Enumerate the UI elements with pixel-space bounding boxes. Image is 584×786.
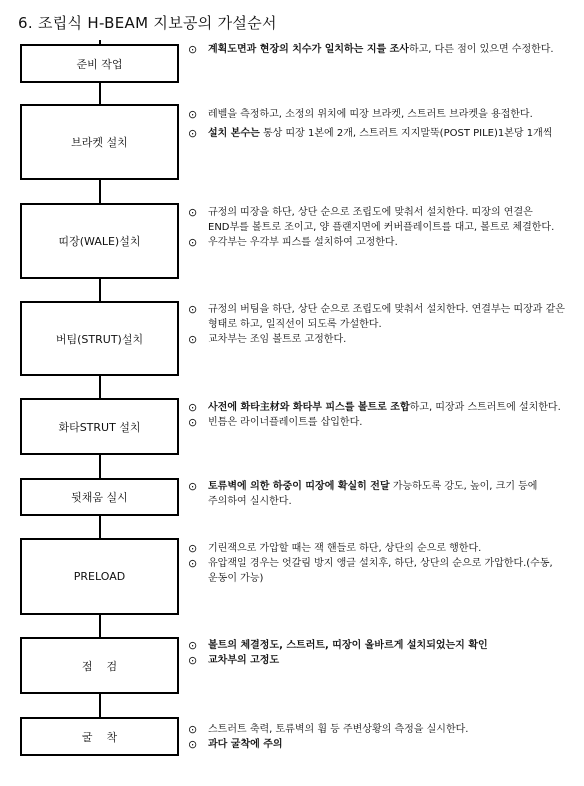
step-label: 브라켓 설치 bbox=[71, 136, 128, 149]
bullet-item bbox=[188, 479, 566, 509]
step-box-preload bbox=[20, 538, 179, 615]
step-label: 띠장(WALE)설치 bbox=[58, 235, 141, 248]
bullet-bold-text: 볼트의 체결정도, 스트러트, 띠장이 올바르게 설치되었는지 확인 bbox=[208, 640, 488, 651]
bullet-text: 가능하도록 강도, 높이, 크기 등에 주의하여 실시한다. bbox=[208, 481, 538, 507]
bullet-bold-text: 토류벽에 의한 하중이 띠장에 확실히 전달 bbox=[208, 481, 390, 492]
bullet-bold-text: 계획도면과 현장의 치수가 일치하는 지를 조사 bbox=[208, 44, 409, 55]
step-description-hwata-strut bbox=[188, 400, 566, 430]
step-label: 뒷채움 실시 bbox=[71, 491, 128, 504]
bullet-text: 교차부는 조임 볼트로 고정한다. bbox=[208, 334, 347, 345]
step-label: 준비 작업 bbox=[76, 57, 123, 71]
step-description-preparation bbox=[188, 42, 566, 57]
bullet-text: 우각부는 우각부 피스를 설치하여 고정한다. bbox=[208, 237, 398, 248]
step-box-hwata-strut bbox=[20, 398, 179, 455]
bullet-text: 규정의 띠장을 하단, 상단 순으로 조립도에 맞춰서 설치한다. 띠장의 연결은 END부를 볼트로 조이고, 양 플랜지면에 커버플레이트를 대고, 볼트로 체결한다. bbox=[208, 207, 555, 233]
bullet-item bbox=[188, 235, 566, 250]
step-label: 버팀(STRUT)설치 bbox=[55, 332, 144, 346]
bullet-bold-text: 교차부의 고정도 bbox=[208, 655, 280, 666]
bullet-text: 통상 띠장 1본에 2개, 스트러트 지지말뚝(POST PILE)1본당 1개씩 bbox=[259, 128, 553, 139]
step-label: 점 검 bbox=[81, 659, 118, 673]
bullet-item bbox=[188, 400, 566, 415]
bullet-bold-text: 사전에 화타主材와 화타부 피스를 볼트로 조합 bbox=[208, 402, 410, 413]
step-label: PRELOAD bbox=[73, 570, 126, 583]
bullet-item bbox=[188, 126, 566, 141]
step-description-bracket bbox=[188, 107, 566, 141]
page-title: 6. 조립식 H-BEAM 지보공의 가설순서 bbox=[18, 14, 277, 32]
step-description-backfill bbox=[188, 479, 566, 509]
bullet-text: 규정의 버팀을 하단, 상단 순으로 조립도에 맞춰서 설치한다. 연결부는 띠장과 같은 형태로 하고, 일직선이 되도록 가설한다. bbox=[208, 304, 565, 330]
step-box-backfill bbox=[20, 478, 179, 516]
step-box-preparation bbox=[20, 44, 179, 83]
bullet-item bbox=[188, 638, 566, 653]
bullet-text: 유압잭일 경우는 엇갈림 방지 앵글 설치후, 하단, 상단의 순으로 가압한다.(수동, 운동이 가능) bbox=[208, 558, 553, 584]
step-description-preload bbox=[188, 541, 566, 586]
bullet-item bbox=[188, 205, 566, 235]
step-description-wale bbox=[188, 205, 566, 250]
bullet-text: 기린잭으로 가압할 때는 잭 핸들로 하단, 상단의 순으로 행한다. bbox=[208, 543, 482, 554]
step-description-inspection bbox=[188, 638, 566, 668]
bullet-text: 빈틈은 라이너플레이트를 삽입한다. bbox=[208, 417, 363, 428]
step-label: 굴 착 bbox=[81, 730, 118, 744]
bullet-bold-text: 과다 굴착에 주의 bbox=[208, 739, 283, 750]
step-box-wale bbox=[20, 203, 179, 279]
step-box-bracket bbox=[20, 104, 179, 180]
bullet-item bbox=[188, 541, 566, 556]
step-box-strut bbox=[20, 301, 179, 376]
step-description-strut bbox=[188, 302, 566, 347]
bullet-item bbox=[188, 722, 566, 737]
bullet-item bbox=[188, 42, 566, 57]
bullet-item bbox=[188, 107, 566, 122]
bullet-text: 하고, 띠장과 스트러트에 설치한다. bbox=[409, 402, 561, 413]
bullet-item bbox=[188, 332, 566, 347]
bullet-bold-text: 설치 본수는 bbox=[208, 128, 260, 139]
bullet-item bbox=[188, 415, 566, 430]
step-box-inspection bbox=[20, 637, 179, 694]
step-box-excavation bbox=[20, 717, 179, 756]
bullet-text: 레벨을 측정하고, 소정의 위치에 띠장 브라켓, 스트러트 브라켓을 용접한다. bbox=[208, 109, 533, 120]
bullet-item bbox=[188, 737, 566, 752]
step-description-excavation bbox=[188, 722, 566, 752]
bullet-item bbox=[188, 653, 566, 668]
bullet-text: 스트러트 축력, 토류벽의 휨 등 주변상황의 측정을 실시한다. bbox=[208, 724, 469, 735]
bullet-item bbox=[188, 302, 566, 332]
bullet-item bbox=[188, 556, 566, 586]
step-label: 화타STRUT 설치 bbox=[58, 420, 141, 434]
bullet-text: 하고, 다른 점이 있으면 수정한다. bbox=[408, 44, 554, 55]
